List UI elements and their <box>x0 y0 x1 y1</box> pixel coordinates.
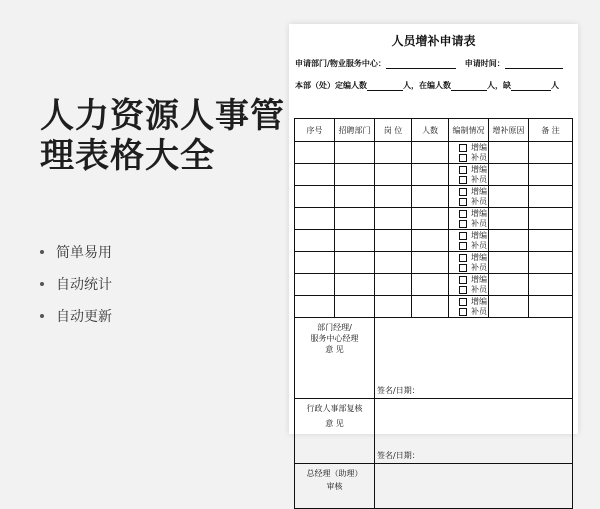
checkbox-icon[interactable] <box>459 210 467 218</box>
table-row <box>295 186 573 208</box>
staffing-status-cell <box>449 208 489 230</box>
option-add-label: 增编 <box>471 208 487 218</box>
current-label: ，在编人数 <box>411 80 451 90</box>
option-fill-label: 补员 <box>471 306 487 316</box>
col-header: 增补原因 <box>489 119 529 142</box>
feature-label: 简单易用 <box>56 245 112 261</box>
option-add-label: 增编 <box>471 142 487 152</box>
checkbox-icon[interactable] <box>459 220 467 228</box>
opinion-input-area[interactable] <box>375 464 573 509</box>
table-cell[interactable] <box>489 296 529 318</box>
opinion-label-line: 意 见 <box>325 419 344 428</box>
opinion-label <box>295 464 375 509</box>
short-label: ，缺 <box>495 80 511 90</box>
table-cell[interactable] <box>375 186 412 208</box>
staffing-status-cell <box>449 230 489 252</box>
time-blank <box>505 60 563 69</box>
time-label: 申请时间： <box>464 58 505 68</box>
feature-item <box>40 300 112 332</box>
opinion-label <box>295 318 375 399</box>
opinion-row <box>295 318 573 399</box>
opinion-label-line: 行政人事部复核 <box>306 404 363 413</box>
people-unit: 人 <box>487 80 495 90</box>
dept-label: 申请部门/物业服务中心： <box>295 58 386 68</box>
people-unit: 人 <box>403 80 411 90</box>
staffing-status-cell <box>449 296 489 318</box>
table-cell[interactable] <box>489 230 529 252</box>
request-table <box>294 118 573 509</box>
table-cell[interactable] <box>412 296 449 318</box>
table-cell[interactable] <box>335 186 375 208</box>
option-fill-label: 补员 <box>471 262 487 272</box>
opinion-label <box>295 399 375 464</box>
table-cell[interactable] <box>295 230 335 252</box>
table-cell[interactable] <box>412 164 449 186</box>
table-row <box>295 164 573 186</box>
people-unit: 人 <box>551 80 559 90</box>
opinion-label-line: 意 见 <box>325 345 344 354</box>
table-cell[interactable] <box>489 208 529 230</box>
table-cell[interactable] <box>295 252 335 274</box>
table-cell[interactable] <box>375 208 412 230</box>
dept-time-line <box>295 58 563 69</box>
table-cell[interactable] <box>529 186 573 208</box>
option-add-label: 增编 <box>471 164 487 174</box>
table-cell[interactable] <box>529 296 573 318</box>
table-cell[interactable] <box>529 164 573 186</box>
option-fill-label: 补员 <box>471 174 487 184</box>
table-cell[interactable] <box>295 142 335 164</box>
col-header: 备 注 <box>529 119 573 142</box>
table-cell[interactable] <box>412 208 449 230</box>
staffing-status-cell <box>449 186 489 208</box>
table-cell[interactable] <box>489 274 529 296</box>
feature-label: 自动统计 <box>56 277 112 293</box>
col-header: 招聘部门 <box>335 119 375 142</box>
table-cell[interactable] <box>335 252 375 274</box>
table-cell[interactable] <box>375 164 412 186</box>
table-cell[interactable] <box>335 164 375 186</box>
table-cell[interactable] <box>529 252 573 274</box>
table-cell[interactable] <box>375 142 412 164</box>
table-cell[interactable] <box>412 274 449 296</box>
checkbox-icon[interactable] <box>459 232 467 240</box>
table-row <box>295 230 573 252</box>
checkbox-icon[interactable] <box>459 188 467 196</box>
table-row <box>295 208 573 230</box>
checkbox-icon[interactable] <box>459 276 467 284</box>
table-cell[interactable] <box>295 274 335 296</box>
table-cell[interactable] <box>529 142 573 164</box>
current-blank <box>451 82 487 91</box>
staffing-status-cell <box>449 164 489 186</box>
bullet-dot-icon <box>40 314 44 318</box>
table-cell[interactable] <box>412 142 449 164</box>
opinion-label-line: 服务中心经理 <box>310 334 359 343</box>
opinion-label-line: 审核 <box>326 482 343 491</box>
opinion-row <box>295 464 573 509</box>
table-cell[interactable] <box>489 252 529 274</box>
table-cell[interactable] <box>529 208 573 230</box>
table-cell[interactable] <box>489 142 529 164</box>
checkbox-icon[interactable] <box>459 254 467 262</box>
checkbox-icon[interactable] <box>459 166 467 174</box>
table-cell[interactable] <box>295 208 335 230</box>
table-cell[interactable] <box>295 164 335 186</box>
col-header: 序号 <box>295 119 335 142</box>
option-add-label: 增编 <box>471 230 487 240</box>
table-cell[interactable] <box>489 186 529 208</box>
opinion-input-area[interactable] <box>375 399 573 464</box>
checkbox-icon[interactable] <box>459 264 467 272</box>
option-fill-label: 补员 <box>471 152 487 162</box>
table-cell[interactable] <box>375 252 412 274</box>
signature-date-label: 签名/日期： <box>377 451 420 460</box>
form-preview <box>289 24 578 491</box>
col-header: 编制情况 <box>449 119 489 142</box>
option-add-label: 增编 <box>471 252 487 262</box>
table-cell[interactable] <box>529 274 573 296</box>
table-cell[interactable] <box>335 230 375 252</box>
option-add-label: 增编 <box>471 296 487 306</box>
quota-label: 本部（处）定编人数 <box>295 80 367 90</box>
checkbox-icon[interactable] <box>459 154 467 162</box>
staffing-status-cell <box>449 274 489 296</box>
option-add-label: 增编 <box>471 186 487 196</box>
table-cell[interactable] <box>529 230 573 252</box>
promo-panel <box>40 0 285 460</box>
table-cell[interactable] <box>335 142 375 164</box>
option-fill-label: 补员 <box>471 284 487 294</box>
table-row <box>295 252 573 274</box>
checkbox-icon[interactable] <box>459 242 467 250</box>
staffing-status-cell <box>449 252 489 274</box>
opinion-input-area[interactable] <box>375 318 573 399</box>
table-cell[interactable] <box>335 296 375 318</box>
checkbox-icon[interactable] <box>459 298 467 306</box>
table-cell[interactable] <box>375 230 412 252</box>
checkbox-icon[interactable] <box>459 144 467 152</box>
table-cell[interactable] <box>375 296 412 318</box>
short-blank <box>511 82 551 91</box>
table-cell[interactable] <box>412 230 449 252</box>
option-fill-label: 补员 <box>471 240 487 250</box>
option-fill-label: 补员 <box>471 218 487 228</box>
checkbox-icon[interactable] <box>459 198 467 206</box>
table-row <box>295 142 573 164</box>
promo-title-line-2: 理表格大全 <box>40 136 215 176</box>
table-cell[interactable] <box>295 296 335 318</box>
opinion-row <box>295 399 573 464</box>
checkbox-icon[interactable] <box>459 176 467 184</box>
staffing-status-cell <box>449 142 489 164</box>
quota-blank <box>367 82 403 91</box>
checkbox-icon[interactable] <box>459 308 467 316</box>
signature-date-label: 签名/日期： <box>377 386 420 395</box>
opinion-label-line: 总经理（助理） <box>306 469 363 478</box>
col-header: 岗 位 <box>375 119 412 142</box>
feature-item <box>40 236 112 268</box>
table-row <box>295 274 573 296</box>
table-cell[interactable] <box>375 274 412 296</box>
bullet-dot-icon <box>40 282 44 286</box>
opinion-label-line: 部门经理/ <box>317 323 352 332</box>
feature-label: 自动更新 <box>56 309 112 325</box>
table-header-row <box>295 119 573 142</box>
table-cell[interactable] <box>412 252 449 274</box>
promo-title-line-1: 人力资源人事管 <box>40 96 285 136</box>
form-title: 人员增补申请表 <box>391 34 476 48</box>
feature-item <box>40 268 112 300</box>
table-cell[interactable] <box>412 186 449 208</box>
dept-blank <box>386 60 456 69</box>
bullet-dot-icon <box>40 250 44 254</box>
feature-list <box>40 236 112 332</box>
quota-line <box>295 80 559 91</box>
table-cell[interactable] <box>489 164 529 186</box>
table-cell[interactable] <box>335 274 375 296</box>
option-fill-label: 补员 <box>471 196 487 206</box>
checkbox-icon[interactable] <box>459 286 467 294</box>
col-header: 人数 <box>412 119 449 142</box>
option-add-label: 增编 <box>471 274 487 284</box>
table-cell[interactable] <box>295 186 335 208</box>
table-cell[interactable] <box>335 208 375 230</box>
table-row <box>295 296 573 318</box>
